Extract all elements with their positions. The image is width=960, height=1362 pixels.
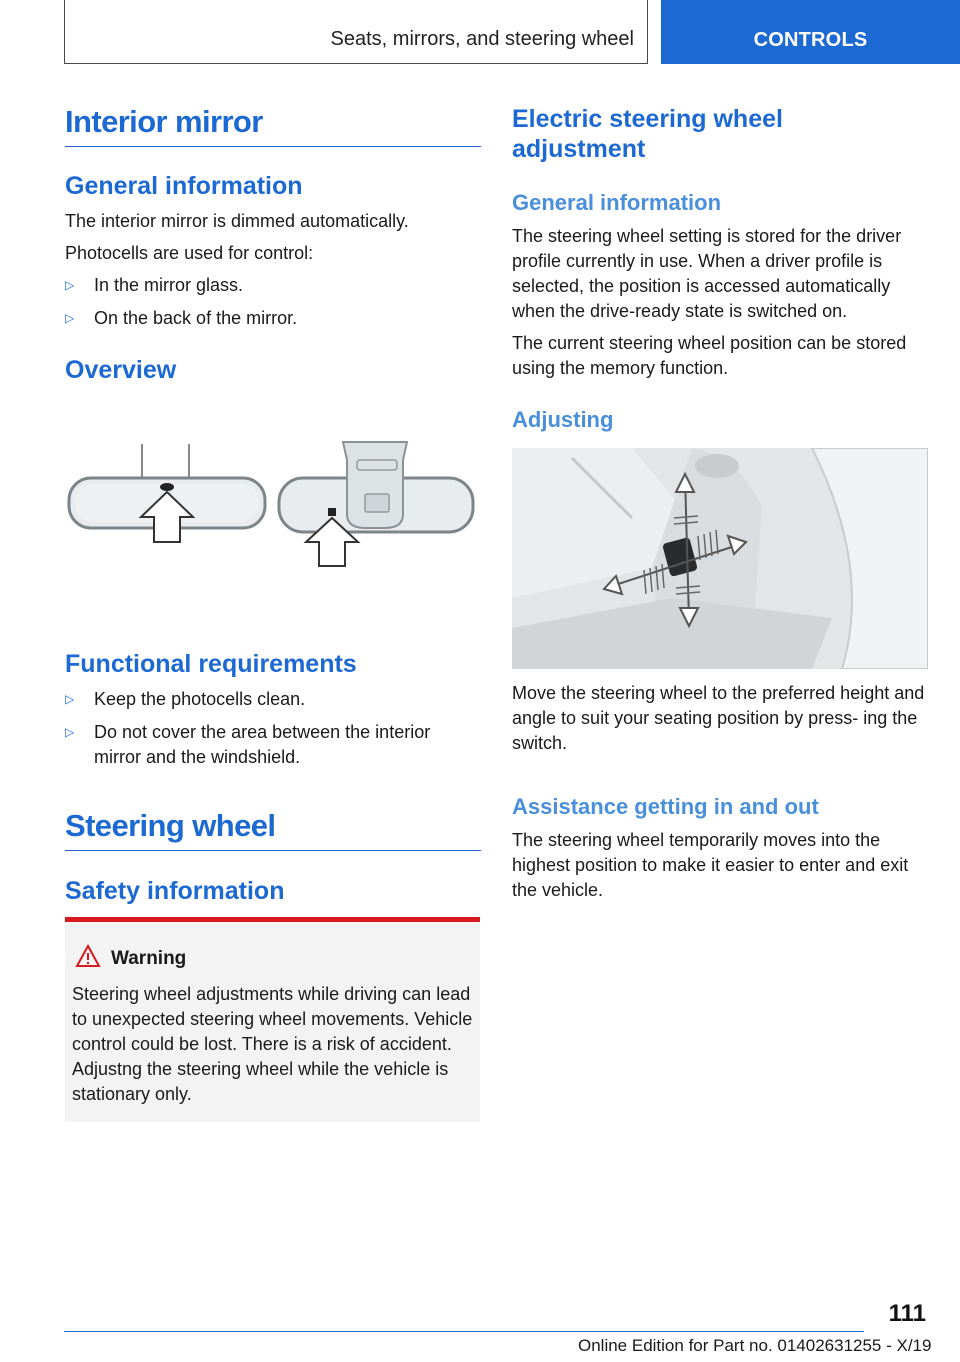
- list-item-text: On the back of the mirror.: [94, 308, 298, 328]
- text-assistance: The steering wheel temporarily moves into the highest position to make it easier to enter and exit the vehicle.: [512, 830, 909, 900]
- warning-body: Steering wheel adjustments while driving can lead to unexpected steering wheel movements. Vehicle control could be lost. There is a risk of accident. Adjustng the steering wheel while the vehicle is stationary only.: [72, 984, 473, 1104]
- warning-title: Warning: [111, 948, 187, 969]
- heading-electric-adjustment-line1: Electric steering wheel: [512, 105, 783, 133]
- header-section-title: Seats, mirrors, and steering wheel: [330, 28, 634, 50]
- heading-general-information: General information: [65, 172, 303, 200]
- footer-rule: [64, 1331, 864, 1332]
- warning-triangle-icon: [75, 944, 101, 968]
- header-chapter-label: CONTROLS: [753, 29, 868, 51]
- text-photocells: Photocells are used for control:: [65, 243, 314, 263]
- heading-interior-mirror: Interior mirror: [65, 104, 263, 139]
- footer-edition: Online Edition for Part no. 01402631255 - X/19: [578, 1336, 932, 1355]
- text-memory-function: The current steering wheel position can be stored using the memory function.: [512, 333, 907, 378]
- bullet-triangle-icon: ▷: [65, 278, 75, 292]
- heading-rule: [65, 146, 481, 147]
- steering-switch-illustration: [512, 448, 928, 669]
- header-chapter-tab[interactable]: [661, 0, 960, 64]
- bullet-triangle-icon: ▷: [65, 725, 75, 739]
- bullet-triangle-icon: ▷: [65, 311, 75, 325]
- text-settings-stored: The steering wheel setting is stored for the driver profile currently in use. When a driver profile is selected, the position is accessed automatically when the drive-ready state is switched on.: [512, 226, 902, 321]
- heading-electric-adjustment-line2: adjustment: [512, 135, 646, 163]
- heading-rule: [65, 850, 481, 851]
- bullet-triangle-icon: ▷: [65, 692, 75, 706]
- list-item-text: In the mirror glass.: [94, 275, 244, 295]
- list-item-text: Keep the photocells clean.: [94, 689, 306, 709]
- page-number: 111: [888, 1300, 926, 1327]
- heading-steering-wheel: Steering wheel: [65, 808, 276, 843]
- heading-adjusting: Adjusting: [512, 407, 614, 432]
- list-item-text: Do not cover the area between the interior mirror and the windshield.: [94, 722, 431, 767]
- heading-functional-requirements: Functional requirements: [65, 650, 357, 678]
- heading-overview: Overview: [65, 356, 177, 384]
- text-dimmed: The interior mirror is dimmed automatically.: [65, 211, 409, 231]
- steering-column-photo: [512, 448, 928, 669]
- heading-general-information-right: General information: [512, 190, 722, 215]
- heading-assistance: Assistance getting in and out: [512, 794, 819, 819]
- mirror-illustration: [65, 432, 481, 582]
- warning-box: [65, 917, 480, 1122]
- header-section-box: [64, 0, 648, 64]
- heading-safety-information: Safety information: [65, 877, 285, 905]
- text-move-steering-wheel: Move the steering wheel to the preferred height and angle to suit your seating position by press- ing the switch.: [512, 683, 925, 753]
